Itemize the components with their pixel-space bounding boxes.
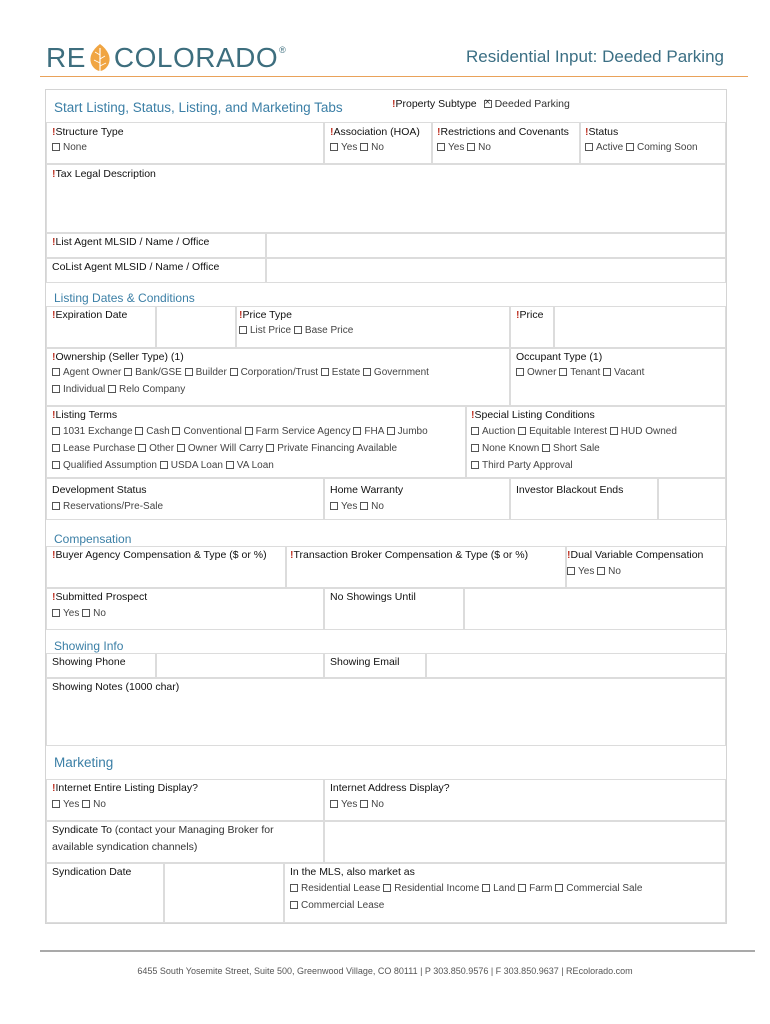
occupant-label: Occupant Type (1)	[516, 351, 603, 363]
structure-type-label: !Structure Type	[52, 126, 124, 138]
no-showings-label: No Showings Until	[330, 591, 416, 603]
logo-re: RE	[46, 42, 86, 73]
structure-none-option[interactable]: None	[52, 142, 87, 153]
internet-display-label: !Internet Entire Listing Display?	[52, 782, 198, 794]
syndicate-input[interactable]	[324, 821, 726, 863]
showing-email-input[interactable]	[426, 653, 726, 678]
showing-phone-input[interactable]	[156, 653, 324, 678]
listing-terms-line1[interactable]: 1031 Exchange Cash Conventional Farm Service Agency FHA Jumbo	[52, 426, 428, 437]
recolorado-logo	[46, 38, 286, 78]
price-input[interactable]	[554, 306, 726, 348]
listing-dates-heading: Listing Dates & Conditions	[54, 291, 195, 305]
price-label: !Price	[516, 309, 544, 321]
also-market-line2[interactable]: Commercial Lease	[290, 900, 384, 911]
price-type-label: !Price Type	[239, 309, 292, 321]
development-option[interactable]: Reservations/Pre-Sale	[52, 501, 163, 512]
document-title: Residential Input: Deeded Parking	[466, 47, 724, 66]
showing-info-heading: Showing Info	[54, 639, 124, 653]
blackout-label: Investor Blackout Ends	[516, 484, 624, 496]
prospect-label: !Submitted Prospect	[52, 591, 148, 603]
header-divider	[40, 76, 748, 77]
no-showings-input[interactable]	[464, 588, 726, 630]
syndication-date-label: Syndication Date	[52, 866, 132, 878]
showing-email-label: Showing Email	[330, 656, 400, 668]
ownership-options-line2[interactable]: Individual Relo Company	[52, 384, 185, 395]
tax-legal-label: !Tax Legal Description	[52, 168, 156, 180]
compensation-heading: Compensation	[54, 532, 132, 546]
dual-comp-label: !Dual Variable Compensation	[567, 549, 704, 561]
association-label: !Association (HOA)	[330, 126, 420, 138]
prospect-options[interactable]: Yes No	[52, 608, 106, 619]
checked-checkbox[interactable]	[484, 100, 492, 108]
syndicate-label: Syndicate To (contact your Managing Broker for	[52, 824, 274, 836]
ownership-label: !Ownership (Seller Type) (1)	[52, 351, 184, 363]
special-conditions-line1[interactable]: Auction Equitable Interest HUD Owned	[471, 426, 677, 437]
listing-terms-label: !Listing Terms	[52, 409, 118, 421]
internet-display-options[interactable]: Yes No	[52, 799, 106, 810]
showing-notes-label: Showing Notes (1000 char)	[52, 681, 180, 693]
development-label: Development Status	[52, 484, 147, 496]
association-options[interactable]: Yes No	[330, 142, 384, 153]
colist-agent-input[interactable]	[266, 258, 726, 283]
footer-divider	[40, 950, 755, 952]
logo-colorado: COLORADO	[113, 42, 279, 73]
restrictions-label: !Restrictions and Covenants	[437, 126, 569, 138]
showing-phone-label: Showing Phone	[52, 656, 126, 668]
warranty-label: Home Warranty	[330, 484, 404, 496]
price-type-options[interactable]: List Price Base Price	[239, 325, 353, 336]
input-form	[45, 89, 727, 924]
colist-agent-label: CoList Agent MLSID / Name / Office	[52, 261, 220, 273]
expiration-input[interactable]	[156, 306, 236, 348]
buyer-comp-label: !Buyer Agency Compensation & Type ($ or %)	[52, 549, 267, 561]
special-conditions-line3[interactable]: Third Party Approval	[471, 460, 573, 471]
expiration-label: !Expiration Date	[52, 309, 128, 321]
syndicate-note: available syndication channels)	[52, 841, 198, 853]
footer-address: 6455 South Yosemite Street, Suite 500, Greenwood Village, CO 80111 | P 303.850.9576 | F 303.850.9637 | REcolorado.com	[137, 966, 633, 976]
syndication-date-input[interactable]	[164, 863, 284, 923]
status-label: !Status	[585, 126, 619, 138]
status-options[interactable]: Active Coming Soon	[585, 142, 698, 153]
tabs-heading: Start Listing, Status, Listing, and Marketing Tabs	[54, 100, 343, 115]
blackout-input[interactable]	[658, 478, 726, 520]
broker-comp-label: !Transaction Broker Compensation & Type ($ or %)	[290, 549, 529, 561]
address-display-label: Internet Address Display?	[330, 782, 450, 794]
restrictions-options[interactable]: Yes No	[437, 142, 491, 153]
property-subtype-field: !Property Subtype × Deeded Parking	[392, 98, 570, 110]
also-market-label: In the MLS, also market as	[290, 866, 415, 878]
special-conditions-label: !Special Listing Conditions	[471, 409, 595, 421]
special-conditions-line2[interactable]: None Known Short Sale	[471, 443, 600, 454]
also-market-line1[interactable]: Residential Lease Residential Income Land Farm Commercial Sale	[290, 883, 642, 894]
address-display-options[interactable]: Yes No	[330, 799, 384, 810]
ownership-options-line1[interactable]: Agent Owner Bank/GSE Builder Corporation/Trust Estate Government	[52, 367, 429, 378]
list-agent-input[interactable]	[266, 233, 726, 258]
occupant-options[interactable]: Owner Tenant Vacant	[516, 367, 644, 378]
warranty-options[interactable]: Yes No	[330, 501, 384, 512]
list-agent-label: !List Agent MLSID / Name / Office	[52, 236, 210, 248]
listing-terms-line2[interactable]: Lease Purchase Other Owner Will Carry Private Financing Available	[52, 443, 397, 454]
dual-comp-options[interactable]: Yes No	[567, 566, 621, 577]
marketing-heading: Marketing	[54, 755, 114, 770]
aspen-leaf-icon	[88, 43, 112, 73]
listing-terms-line3[interactable]: Qualified Assumption USDA Loan VA Loan	[52, 460, 274, 471]
logo-registered: ®	[279, 45, 287, 55]
